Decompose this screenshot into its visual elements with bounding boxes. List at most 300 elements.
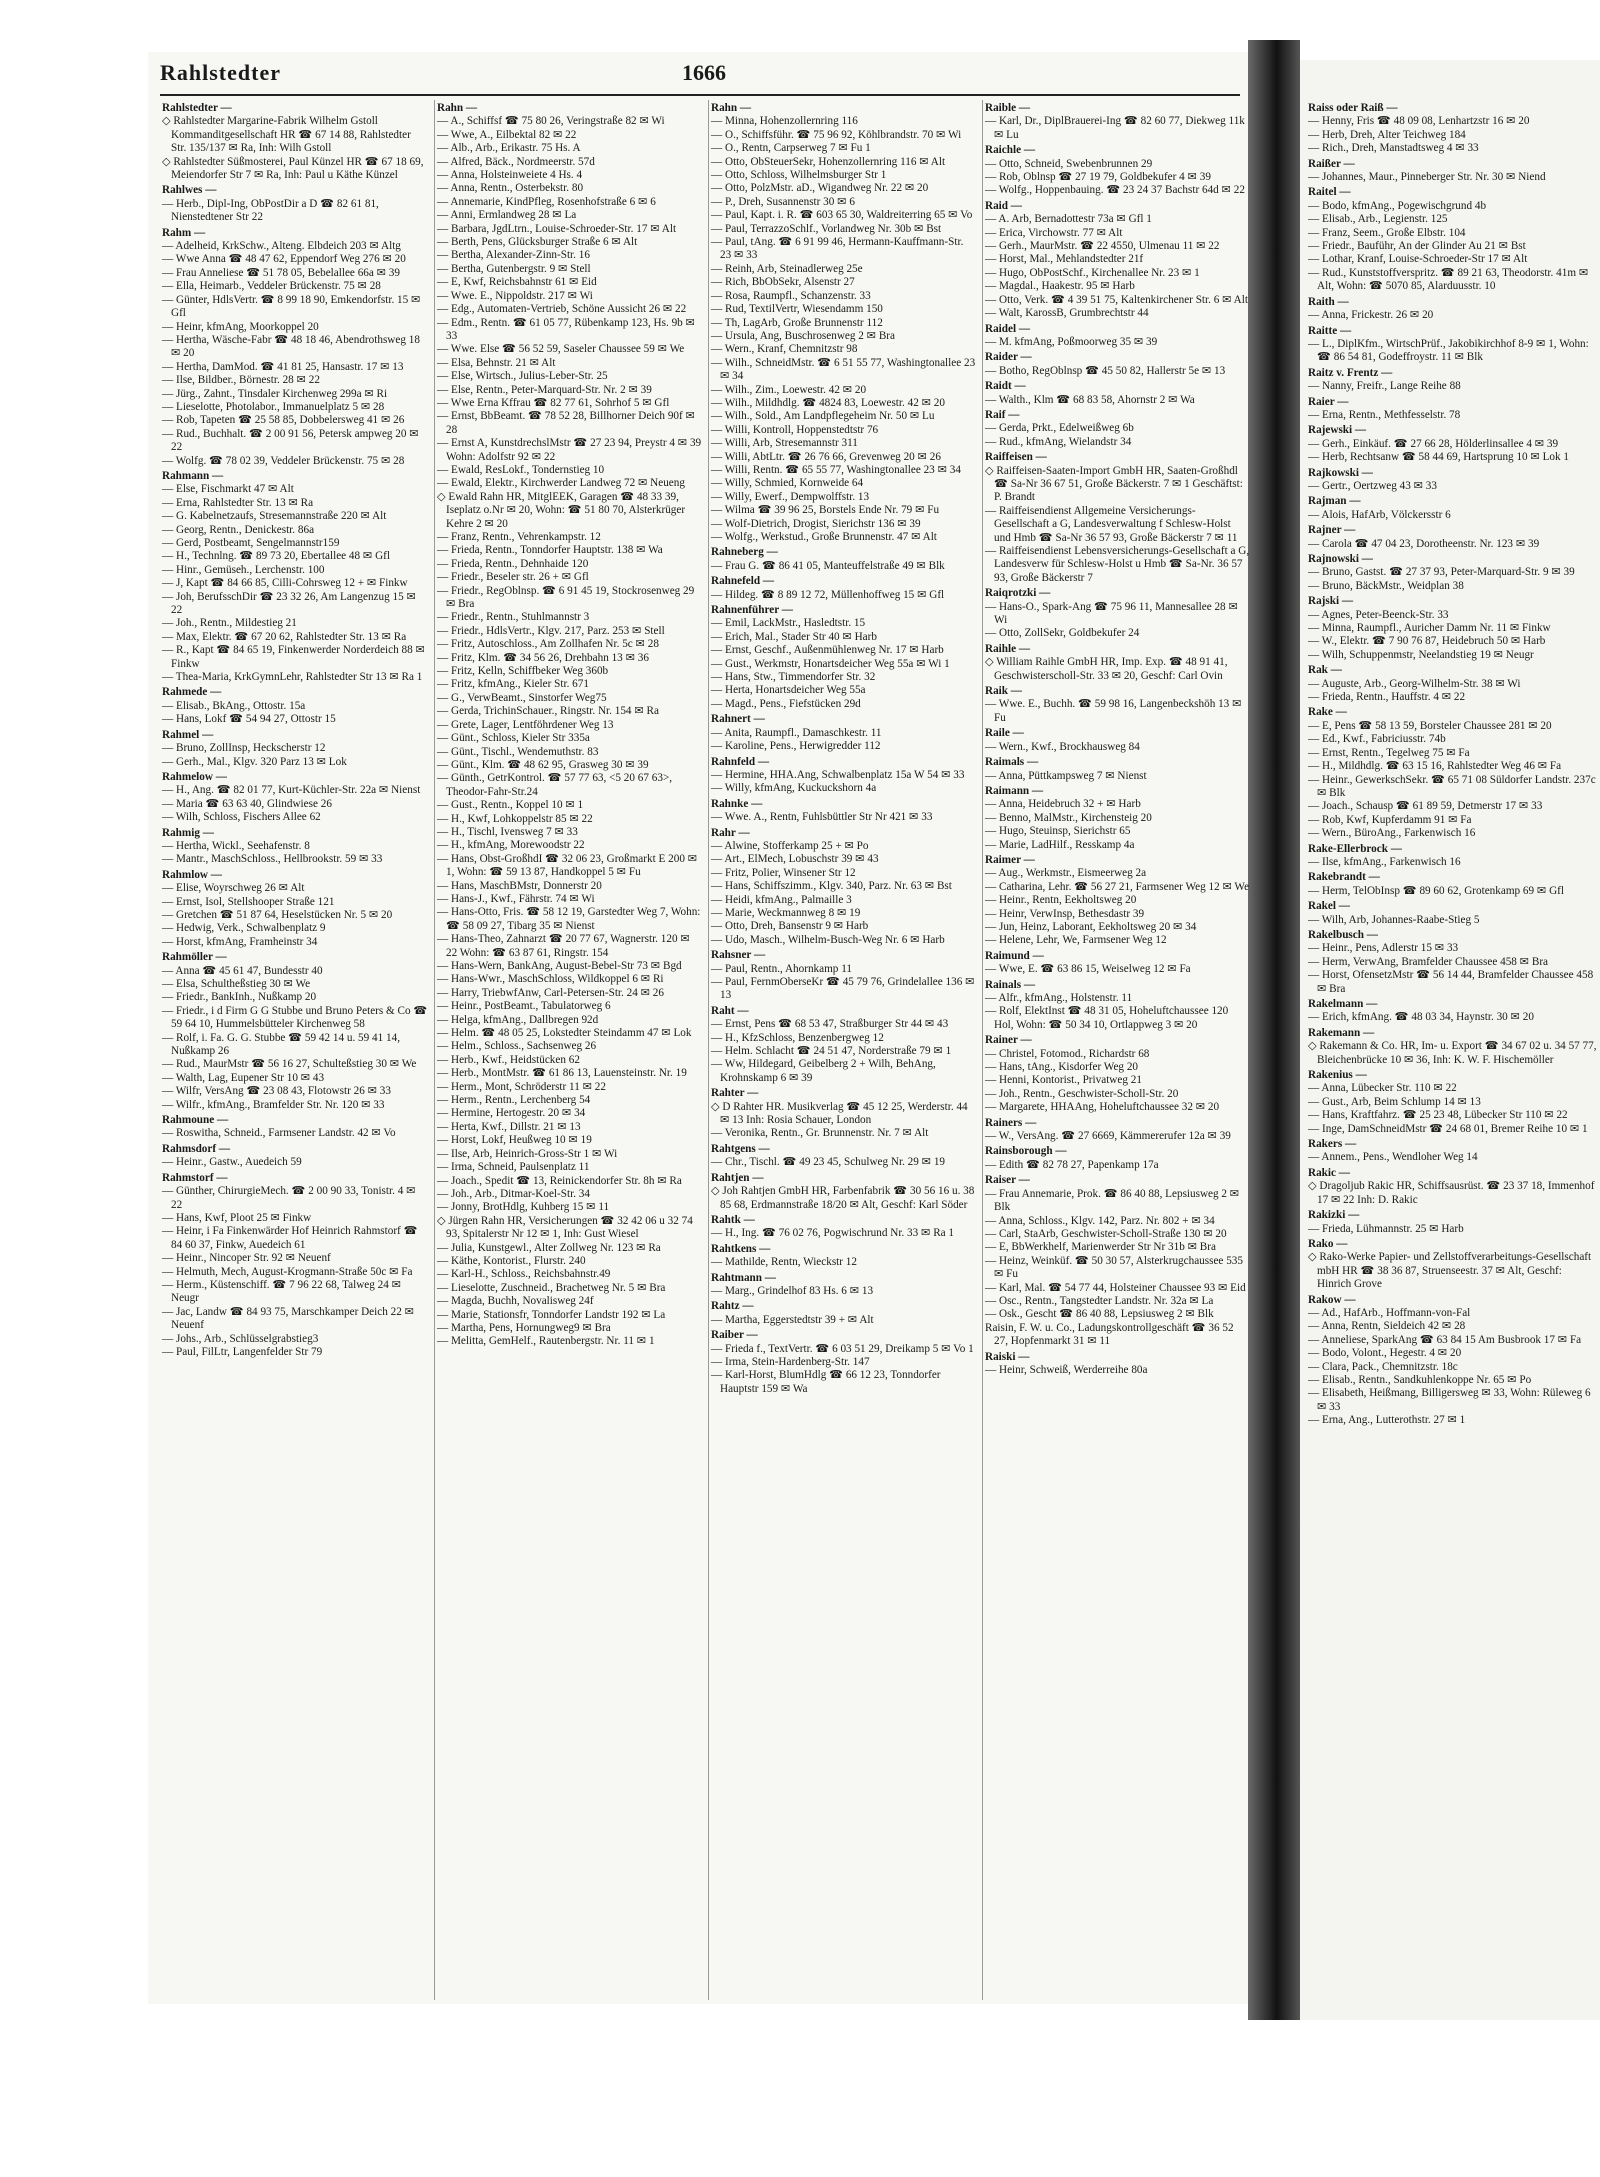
directory-entry: — Wwe. Else ☎ 56 52 59, Saseler Chaussee 59 ✉ We [437, 343, 685, 356]
directory-entry: — M. kfmAng, Poßmoorweg 35 ✉ 39 [985, 335, 1158, 348]
directory-entry: — Ewald, ResLokf., Tondernstieg 10 [437, 463, 605, 476]
directory-entry: — Clara, Pack., Chemnitzstr. 18c [1308, 1360, 1458, 1373]
directory-entry: — Joh, BerufsschDir ☎ 23 32 26, Am Langenzug 15 ✉ 22 [162, 590, 416, 617]
directory-entry: — Willi, Kontroll, Hoppenstedtstr 76 [711, 423, 879, 436]
directory-entry: — Günth., GetrKontrol. ☎ 57 77 63, <5 20 67 63>, Theodor-Fahr-Str.24 [437, 772, 673, 798]
directory-entry: — Friedr., HdlsVertr., Klgv. 217, Parz. 253 ✉ Stell [437, 624, 665, 637]
directory-entry: — H., kfmAng, Morewoodstr 22 [437, 839, 585, 852]
directory-entry: — Hans, Obst-GroßhdI ☎ 32 06 23, Großmarkt E 200 ✉ 1, Wohn: ☎ 59 13 87, Handkoppel 5 ✉ Fu [437, 852, 698, 879]
directory-entry: — Friedr., Beseler str. 26 + ✉ Gfl [437, 571, 589, 584]
directory-entry: — Hans-Otto, Fris. ☎ 58 12 19, Garstedter Weg 7, Wohn: ☎ 58 09 27, Tibarg 35 ✉ Nienst [437, 906, 701, 932]
directory-entry: — Franz, Seem., Große Elbstr. 104 [1308, 226, 1466, 239]
directory-entry: — Ilse, Bildber., Börnestr. 28 ✉ 22 [162, 374, 320, 387]
surname-heading: Raiffeisen — [985, 451, 1047, 464]
directory-entry: — W., VersAng. ☎ 27 6669, Kämmererufer 12a ✉ 39 [985, 1130, 1231, 1143]
surname-heading: Rainals — [985, 978, 1036, 991]
directory-entry: — Heidi, kfmAng., Palmaille 3 [711, 893, 852, 906]
directory-entry: — Gerh., Mal., Klgv. 320 Parz 13 ✉ Lok [162, 755, 347, 768]
surname-heading: Rak — [1308, 664, 1342, 677]
directory-entry: — Heinr., GewerkschSekr. ☎ 65 71 08 Süldorfer Landstr. 237c ✉ Blk [1308, 773, 1596, 799]
directory-entry: — Hans-Theo, Zahnarzt ☎ 20 77 67, Wagnerstr. 120 ✉ 22 Wohn: ☎ 63 87 61, Ringstr. 154 [437, 933, 690, 959]
directory-entry: — Grete, Lager, Lentföhrdener Weg 13 [437, 718, 614, 731]
directory-entry: — Wolfg., Werkstud., Große Brunnenstr. 47 ✉ Alt [711, 531, 937, 543]
surname-heading: Rahmöller — [162, 951, 227, 964]
directory-entry: — Martha, Eggerstedtstr 39 + ✉ Alt [711, 1313, 874, 1326]
column-1 [160, 100, 430, 2000]
surname-heading: Raht — [711, 1004, 749, 1017]
directory-entry: — Gerd, Postbeamt, Sengelmannstr159 [162, 537, 340, 549]
surname-heading: Rahnefeld — [711, 575, 775, 588]
directory-entry: — Minna, Hohenzollernring 116 [711, 115, 858, 128]
surname-heading: Raißer — [1308, 157, 1355, 170]
directory-entry: — Martha, Pens, Hornungweg9 ✉ Bra [437, 1321, 611, 1334]
surname-heading: Rakebrandt — [1308, 871, 1380, 884]
next-page-column [1308, 100, 1598, 2000]
directory-entry: — Wilfr., kfmAng., Bramfelder Str. Nr. 120 ✉ 33 [162, 1098, 385, 1111]
directory-entry: — Alwine, Stofferkamp 25 + ✉ Po [711, 839, 869, 852]
directory-entry: — Frau Annemarie, Prok. ☎ 86 40 88, Lepsiusweg 2 ✉ Blk [985, 1187, 1240, 1214]
directory-entry: — W., Elektr. ☎ 7 90 76 87, Heidebruch 50 ✉ Harb [1308, 635, 1546, 648]
directory-entry: — Herm., Küstenschiff. ☎ 7 96 22 68, Talweg 24 ✉ Neugr [162, 1278, 401, 1305]
directory-entry: — Karl-H., Schloss., Reichsbahnstr.49 [437, 1268, 611, 1281]
directory-entry: — Günt., Schloss, Kieler Str 335a [437, 732, 590, 745]
directory-entry: — Hertha, DamMod. ☎ 41 81 25, Hansastr. 17 ✉ 13 [162, 360, 404, 373]
surname-heading: Rahneberg — [711, 546, 778, 559]
directory-entry: — Wilh, Schloss, Fischers Allee 62 [162, 811, 321, 824]
directory-entry: — Joach., Spedit ☎ 13, Reinickendorfer Str. 8h ✉ Ra [437, 1174, 682, 1187]
directory-entry: — Wilh., Zim., Loewestr. 42 ✉ 20 [711, 383, 867, 396]
column-2 [434, 100, 704, 2000]
directory-entry: — Max, Elektr. ☎ 67 20 62, Rahlstedter Str. 13 ✉ Ra [162, 630, 407, 643]
surname-heading: Raitel — [1308, 186, 1351, 199]
directory-entry: — Georg, Rentn., Denickestr. 86a [162, 523, 315, 536]
directory-entry: — Anna, Frickestr. 26 ✉ 20 [1308, 309, 1434, 322]
directory-entry: — Walt, KarossB, Grumbrechtstr 44 [985, 307, 1149, 320]
directory-entry: — Elise, Woyrschweg 26 ✉ Alt [162, 882, 305, 895]
directory-entry: — Friedr., Rentn., Stuhlmannstr 3 [437, 611, 590, 624]
surname-heading: Rahmig — [162, 826, 214, 839]
directory-entry: — Annem., Pens., Wendloher Weg 14 [1308, 1151, 1478, 1164]
directory-entry: — H., Tischl, Ivensweg 7 ✉ 33 [437, 825, 578, 838]
directory-entry: — Rosa, Raumpfl., Schanzenstr. 33 [711, 289, 871, 302]
directory-entry: — Willy, Ewerf., Dempwolffstr. 13 [711, 490, 870, 503]
surname-heading: Raile — [985, 727, 1024, 740]
directory-entry: — Henny, Fris ☎ 48 09 08, Lenhartzstr 16 ✉ 20 [1308, 115, 1530, 128]
directory-entry: — Hans-J., Kwf., Fährstr. 74 ✉ Wi [437, 892, 595, 905]
directory-entry: — Johannes, Maur., Pinneberger Str. Nr. 30 ✉ Niend [1308, 171, 1546, 184]
directory-entry: ◇ William Raihle GmbH HR, Imp. Exp. ☎ 48 91 41, Geschwisterscholl-Str. 33 ✉ 20, Geschf: Carl Ovin [985, 656, 1228, 682]
surname-heading: Raik — [985, 685, 1022, 698]
directory-entry: — J, Kapt ☎ 84 66 85, Cilli-Cohrsweg 12 + ✉ Finkw [162, 577, 408, 590]
directory-entry: — Hinr., Gemüseh., Lerchenstr. 100 [162, 563, 325, 576]
directory-entry: — Jun, Heinz, Laborant, Eekholtsweg 20 ✉ 34 [985, 920, 1197, 933]
directory-entry: — Elisab., Rentn., Sandkuhlenkoppe Nr. 65 ✉ Po [1308, 1373, 1532, 1386]
directory-entry: — Wern., Kranf, Chemnitzstr 98 [711, 343, 858, 356]
directory-entry: — Heinr., Pens, Adlerstr 15 ✉ 33 [1308, 942, 1459, 955]
directory-entry: — Fritz, Kelln, Schiffbeker Weg 360b [437, 665, 609, 678]
directory-entry: — Willi, AbtLtr. ☎ 26 76 66, Grevenweg 20 ✉ 26 [711, 450, 941, 463]
directory-entry: — Bertha, Gutenbergstr. 9 ✉ Stell [437, 262, 591, 275]
directory-entry: — Johs., Arb., Schlüsselgrabstieg3 [162, 1332, 319, 1345]
surname-heading: Raif — [985, 408, 1020, 421]
surname-heading: Rajman — [1308, 495, 1361, 508]
directory-entry: — Walth, Lag, Eupener Str 10 ✉ 43 [162, 1071, 325, 1084]
surname-heading: Raihle — [985, 642, 1031, 655]
surname-heading: Rahnenführer — [711, 604, 793, 617]
directory-entry: — Karl-Horst, BlumHdlg ☎ 66 12 23, Tonndorfer Hauptstr 159 ✉ Wa [711, 1369, 941, 1395]
directory-entry: — Hans, Stw., Timmendorfer Str. 32 [711, 671, 876, 684]
directory-entry: — Botho, RegOblnsp ☎ 45 50 82, Hallerstr 5e ✉ 13 [985, 364, 1226, 377]
directory-entry: — Anna, Schloss., Klgv. 142, Parz. Nr. 802 + ✉ 34 [985, 1214, 1215, 1227]
directory-entry: — Art., ElMech, Lobuschstr 39 ✉ 43 [711, 853, 879, 866]
directory-entry: — Magd., Pens., Fiefstücken 29d [711, 697, 861, 710]
directory-entry: — Bodo, kfmAng., Pogewischgrund 4b [1308, 199, 1487, 212]
directory-entry: — Carola ☎ 47 04 23, Dorotheenstr. Nr. 123 ✉ 39 [1308, 537, 1540, 550]
surname-heading: Raimer — [985, 853, 1035, 866]
directory-entry: — Rud., kfmAng, Wielandstr 34 [985, 435, 1132, 448]
directory-entry: — Günter, HdlsVertr. ☎ 8 99 18 90, Emkendorfstr. 15 ✉ Gfl [162, 293, 421, 320]
directory-entry: — Maria ☎ 63 63 40, Glindwiese 26 [162, 797, 332, 810]
directory-entry: — Herm, VerwAng, Bramfelder Chaussee 458 ✉ Bra [1308, 955, 1549, 968]
directory-entry: — Raiffeisendienst Allgemeine Versicherungs-Gesellschaft a G, Landesverwaltung f Schlesw-Holst und Hmb ☎ Sa-Nr 36 57 93, Große Bäckerstr 7 ✉ 11 [985, 504, 1238, 544]
directory-entry: — Karl, Mal. ☎ 54 77 44, Holsteiner Chaussee 93 ✉ Eid [985, 1281, 1246, 1294]
directory-entry: — Franz, Rentn., Vehrenkampstr. 12 [437, 531, 601, 543]
directory-entry: — Paul, Kapt. i. R. ☎ 603 65 30, Waldreiterring 65 ✉ Vo [711, 209, 973, 222]
surname-heading: Rakers — [1308, 1138, 1357, 1151]
surname-heading: Rahtmann — [711, 1271, 776, 1284]
directory-entry: — Bruno, ZollInsp, Heckscherstr 12 [162, 742, 326, 755]
surname-heading: Rako — [1308, 1237, 1348, 1250]
directory-entry: — Rob, Oblnsp ☎ 27 19 79, Goldbekufer 4 ✉ 39 [985, 171, 1211, 184]
directory-entry: — H., Ing. ☎ 76 02 76, Pogwischrund Nr. 33 ✉ Ra 1 [711, 1227, 955, 1240]
directory-entry: — Elsa, Behnstr. 21 ✉ Alt [437, 356, 556, 369]
directory-entry: — Alois, HafArb, Völckersstr 6 [1308, 508, 1451, 521]
directory-entry: — Julia, Kunstgewl., Alter Zollweg Nr. 123 ✉ Ra [437, 1241, 661, 1254]
directory-entry: — Paul, FernmOberseKr ☎ 45 79 76, Grindelallee 136 ✉ 13 [711, 976, 975, 1002]
directory-entry: — Wwe. E., Buchh. ☎ 59 98 16, Langenbeckshöh 13 ✉ Fu [985, 698, 1242, 724]
directory-entry: — Friedr., RegOblnsp. ☎ 6 91 45 19, Stockrosenweg 29 ✉ Bra [437, 584, 695, 611]
directory-entry: — Marie, LadHilf., Resskamp 4a [985, 838, 1135, 851]
directory-entry: — Herta, Honartsdeicher Weg 55a [711, 684, 866, 697]
directory-entry: — Magdal., Haakestr. 95 ✉ Harb [985, 280, 1135, 293]
directory-entry: — Gerda, TrichinSchauer., Ringstr. Nr. 154 ✉ Ra [437, 705, 659, 718]
directory-entry: — Walth., Klm ☎ 68 83 58, Ahornstr 2 ✉ Wa [985, 393, 1195, 406]
directory-entry: — Rob, Kwf, Kupferdamm 91 ✉ Fa [1308, 813, 1472, 826]
directory-entry: ◇ Jürgen Rahn HR, Versicherungen ☎ 32 42 06 u 32 74 93, Spitalerstr Nr 12 ✉ 1, Inh: Gust Wiesel [437, 1214, 693, 1241]
directory-entry: — Else, Wirtsch., Julius-Leber-Str. 25 [437, 370, 608, 383]
directory-entry: — P., Dreh, Susannenstr 30 ✉ 6 [711, 195, 855, 208]
directory-entry: — A. Arb, Bernadottestr 73a ✉ Gfl 1 [985, 213, 1152, 226]
directory-entry: — Gerh., MaurMstr. ☎ 22 4550, Ulmenau 11 ✉ 22 [985, 240, 1220, 253]
directory-entry: — Erna, Rahlstedter Str. 13 ✉ Ra [162, 496, 314, 509]
surname-heading: Rake — [1308, 706, 1347, 719]
directory-entry: — Frieda f., TextVertr. ☎ 6 03 51 29, Dreikamp 5 ✉ Vo 1 [711, 1342, 974, 1355]
directory-entry: — Herm., Rentn., Lerchenberg 54 [437, 1094, 591, 1107]
directory-entry: — Günt., Tischl., Wendemuthstr. 83 [437, 745, 599, 758]
directory-entry: — Gust., Arb, Beim Schlump 14 ✉ 13 [1308, 1095, 1481, 1108]
directory-entry: — Hermine, HHA.Ang, Schwalbenplatz 15a W 54 ✉ 33 [711, 768, 965, 781]
surname-heading: Rahsner — [711, 949, 766, 962]
directory-entry: — Carl, StaArb, Geschwister-Scholl-Straße 130 ✉ 20 [985, 1227, 1227, 1240]
directory-entry: — Gerda, Prkt., Edelweißweg 6b [985, 422, 1134, 435]
directory-entry: — Paul, TerrazzoSchlf., Vorlandweg Nr. 30b ✉ Bst [711, 222, 942, 235]
directory-entry: — Hans, Lokf ☎ 54 94 27, Ottostr 15 [162, 713, 336, 726]
directory-entry: — Herb, Rechtsanw ☎ 58 44 69, Hartsprung 10 ✉ Lok 1 [1308, 451, 1570, 464]
surname-heading: Rahmel — [162, 728, 214, 741]
surname-heading: Raimann — [985, 784, 1044, 797]
surname-heading: Rainsborough — [985, 1145, 1067, 1158]
directory-entry: — Hugo, Steuinsp, Sierichstr 65 [985, 825, 1131, 838]
directory-entry: Raisin, F. W. u. Co., Ladungskontrollgeschäft ☎ 36 52 27, Hopfenmarkt 31 ✉ 11 [985, 1321, 1234, 1348]
directory-entry: — Wwe Erna Kffrau ☎ 82 77 61, Sohrhof 5 ✉ Gfl [437, 396, 670, 409]
directory-entry: — Rud., Kunststoffverspritz. ☎ 89 21 63, Theodorstr. 41m ✉ Alt, Wohn: ☎ 5070 85, Alarduusstr. 10 [1308, 266, 1589, 293]
directory-entry: ◇ Rahlstedter Margarine-Fabrik Wilhelm Gstoll Kommanditgesellschaft HR ☎ 67 14 88, Rahlstedter Str. 135/137 ✉ Ra, Inh: Wilh Gstoll [162, 115, 411, 155]
directory-entry: — Hans, Kraftfahrz. ☎ 25 23 48, Lübecker Str 110 ✉ 22 [1308, 1109, 1568, 1122]
directory-entry: — Heinr., Nincoper Str. 92 ✉ Neuenf [162, 1252, 331, 1265]
directory-entry: ◇ Rako-Werke Papier- und Zellstoffverarbeitungs-Gesellschaft mbH HR ☎ 38 36 87, Struenseestr. 37 ✉ Alt, Geschf: Hinrich Grove [1308, 1251, 1592, 1291]
directory-entry: ◇ Rahlstedter Süßmosterei, Paul Künzel HR ☎ 67 18 69, Meiendorfer Str 7 ✉ Ra, Inh: Paul u Käthe Künzel [162, 155, 424, 182]
directory-entry: — Edith ☎ 82 78 27, Papenkamp 17a [985, 1158, 1159, 1171]
directory-entry: — Rich., Dreh, Manstadtsweg 4 ✉ 33 [1308, 142, 1479, 155]
directory-entry: — E, BbWerkhelf, Marienwerder Str Nr 31b ✉ Bra [985, 1241, 1216, 1254]
surname-heading: Rainers — [985, 1116, 1037, 1129]
directory-entry: — Helm., Schloss., Sachsenweg 26 [437, 1040, 597, 1053]
directory-entry: — Otto, PolzMstr. aD., Wigandweg Nr. 22 ✉ 20 [711, 182, 929, 195]
directory-entry: — Frieda, Rentn., Hauffstr. 4 ✉ 22 [1308, 691, 1466, 704]
surname-heading: Rakow — [1308, 1293, 1356, 1306]
directory-entry: — Ernst, BbBeamt. ☎ 78 52 28, Billhorner Deich 90f ✉ 28 [437, 410, 695, 436]
directory-entry: — Mathilde, Rentn, Wieckstr 12 [711, 1256, 857, 1269]
book-spine [1248, 40, 1300, 2020]
directory-entry: — Anna, Rentn., Osterbekstr. 80 [437, 182, 584, 195]
directory-entry: — Bruno, Gastst. ☎ 27 37 93, Peter-Marquard-Str. 9 ✉ 39 [1308, 566, 1575, 579]
directory-entry: ◇ Dragoljub Rakic HR, Schiffsausrüst. ☎ 23 37 18, Immenhof 17 ✉ 22 Inh: D. Rakic [1308, 1180, 1595, 1206]
surname-heading: Rahnke — [711, 797, 763, 810]
directory-entry: — Irma, Schneid, Paulsenplatz 11 [437, 1161, 590, 1174]
directory-entry: — Wern., Kwf., Brockhausweg 84 [985, 740, 1140, 753]
directory-entry: — Günt., Klm. ☎ 48 62 95, Grasweg 30 ✉ 39 [437, 758, 649, 771]
directory-entry: — Erna, Rentn., Methfesselstr. 78 [1308, 408, 1461, 421]
directory-entry: — Herm, TelObInsp ☎ 89 60 62, Grotenkamp 69 ✉ Gfl [1308, 884, 1564, 897]
directory-entry: — Mantr., MaschSchloss., Hellbrookstr. 59 ✉ 33 [162, 853, 383, 866]
directory-entry: — Hans-O., Spark-Ang ☎ 75 96 11, Mannesallee 28 ✉ Wi [985, 600, 1238, 627]
directory-entry: — H., Technlng. ☎ 89 73 20, Ebertallee 48 ✉ Gfl [162, 550, 390, 563]
directory-entry: — Inge, DamSchneidMstr ☎ 24 68 01, Bremer Reihe 10 ✉ 1 [1308, 1122, 1588, 1135]
surname-heading: Raidt — [985, 380, 1026, 393]
directory-entry: — Hermine, Hertogestr. 20 ✉ 34 [437, 1107, 586, 1120]
directory-entry: — G., VerwBeamt., Sinstorfer Weg75 [437, 691, 607, 704]
directory-entry: — Roswitha, Schneid., Farmsener Landstr. 42 ✉ Vo [162, 1127, 396, 1140]
surname-heading: Rahmede — [162, 686, 222, 699]
directory-entry: — O., Schiffsführ. ☎ 75 96 92, Köhlbrandstr. 70 ✉ Wi [711, 128, 962, 141]
directory-entry: — Rich, BbObSekr, Alsenstr 27 [711, 276, 855, 289]
directory-entry: — Ilse, kfmAng., Farkenwisch 16 [1308, 855, 1461, 868]
directory-entry: — Ernst, Isol, Stellshooper Straße 121 [162, 895, 335, 908]
surname-heading: Rake-Ellerbrock — [1308, 842, 1402, 855]
directory-entry: — Wwe. E., Nippoldstr. 217 ✉ Wi [437, 289, 593, 302]
directory-entry: — Helga, kfmAng., Dallbregen 92d [437, 1013, 599, 1026]
directory-entry: — Bertha, Alexander-Zinn-Str. 16 [437, 249, 590, 262]
directory-entry: — Otto, Verk. ☎ 4 39 51 75, Kaltenkirchener Str. 6 ✉ Alt [985, 293, 1248, 306]
directory-entry: — E, Kwf, Reichsbahnstr 61 ✉ Eid [437, 276, 597, 289]
directory-entry: — Wwe, A., Eilbektal 82 ✉ 22 [437, 128, 577, 141]
directory-entry: — Anni, Ermlandweg 28 ✉ La [437, 209, 577, 222]
surname-heading: Rahn — [437, 102, 478, 114]
surname-heading: Rakic — [1308, 1166, 1350, 1179]
directory-entry: ◇ D Rahter HR. Musikverlag ☎ 45 12 25, Werderstr. 44 ✉ 13 Inh: Rosia Schauer, London [711, 1100, 968, 1127]
directory-entry: — Otto, ObSteuerSekr, Hohenzollernring 116 ✉ Alt [711, 155, 946, 168]
surname-heading: Rajkowski — [1308, 466, 1373, 479]
directory-entry: — Magda, Buchh, Novalisweg 24f [437, 1295, 594, 1308]
directory-entry: — H., Mildhdlg. ☎ 63 15 16, Rahlstedter Weg 46 ✉ Fa [1308, 760, 1562, 773]
surname-heading: Rajewski — [1308, 424, 1367, 437]
directory-entry: — Anna, Püttkampsweg 7 ✉ Nienst [985, 769, 1147, 782]
directory-entry: — Bodo, Volont., Hegestr. 4 ✉ 20 [1308, 1347, 1462, 1360]
directory-entry: — Irma, Stein-Hardenberg-Str. 147 [711, 1355, 870, 1368]
directory-entry: — Rud, TextilVertr, Wiesendamm 150 [711, 303, 883, 316]
directory-entry: — Wern., BüroAng., Farkenwisch 16 [1308, 827, 1476, 840]
directory-entry: — Fritz, Klm. ☎ 34 56 26, Drehbahn 13 ✉ 36 [437, 651, 649, 664]
surname-heading: Rahtjen — [711, 1171, 764, 1184]
directory-entry: — Erich, Mal., Stader Str 40 ✉ Harb [711, 630, 877, 643]
directory-entry: — Anna, Rentn, Sieldeich 42 ✉ 28 [1308, 1320, 1466, 1333]
directory-entry: — Elsa, Schultheßstieg 30 ✉ We [162, 978, 311, 990]
directory-entry: — Wilh., SchneidMstr. ☎ 6 51 55 77, Washingtonallee 23 ✉ 34 [711, 356, 976, 383]
directory-entry: — Joh., Rentn., Geschwister-Scholl-Str. 20 [985, 1087, 1179, 1100]
directory-entry: — Gust., Rentn., Koppel 10 ✉ 1 [437, 799, 584, 812]
directory-entry: — Anna, Heidebruch 32 + ✉ Harb [985, 798, 1141, 811]
directory-entry: — Helmuth, Mech, August-Krogmann-Straße 50c ✉ Fa [162, 1265, 413, 1278]
directory-entry: — Nanny, Freifr., Lange Reihe 88 [1308, 380, 1461, 393]
directory-entry: — Rolf, ElektInst ☎ 48 31 05, Hoheluftchaussee 120 Hol, Wohn: ☎ 50 34 10, Ortlappweg 3 ✉ 20 [985, 1005, 1229, 1031]
directory-entry: — Ilse, Arb, Heinrich-Gross-Str 1 ✉ Wi [437, 1147, 618, 1160]
directory-entry: — Ernst, Pens ☎ 68 53 47, Straßburger Str 44 ✉ 43 [711, 1018, 949, 1031]
surname-heading: Rahmstorf — [162, 1171, 228, 1184]
directory-entry: — Heinz, Weinküf. ☎ 50 30 57, Alsterkrugchaussee 535 ✉ Fu [985, 1254, 1243, 1281]
directory-entry: — H., Ang. ☎ 82 01 77, Kurt-Küchler-Str. 22a ✉ Nienst [162, 784, 421, 797]
surname-heading: Raith — [1308, 295, 1349, 308]
directory-entry: — Ursula, Ang, Buschrosenweg 2 ✉ Bra [711, 329, 895, 342]
directory-entry: — Hans, Schiffszimm., Klgv. 340, Parz. Nr. 63 ✉ Bst [711, 880, 952, 893]
directory-entry: — Heinr, VerwInsp, Bethesdastr 39 [985, 907, 1145, 920]
surname-heading: Rahn — [711, 102, 752, 114]
page-number: 1666 [682, 60, 726, 85]
directory-entry: — Ww, Hildegard, Geibelberg 2 + Wilh, BehAng, Krohnskamp 6 ✉ 39 [711, 1058, 936, 1084]
surname-heading: Rakelbusch — [1308, 928, 1378, 941]
directory-entry: — Hertha, Wickl., Seehafenstr. 8 [162, 839, 310, 852]
directory-entry: — E, Pens ☎ 58 13 59, Borsteler Chaussee 281 ✉ 20 [1308, 719, 1552, 732]
directory-entry: — Udo, Masch., Wilhelm-Busch-Weg Nr. 6 ✉ Harb [711, 933, 945, 946]
column-3 [708, 100, 978, 2000]
surname-heading: Raible — [985, 102, 1031, 114]
directory-entry: — Horst, Mal., Mehlandstedter 21f [985, 253, 1144, 266]
directory-entry: — Hertha, Wäsche-Fabr ☎ 48 18 46, Abendrothsweg 18 ✉ 20 [162, 333, 420, 360]
directory-entry: — Jac, Landw ☎ 84 93 75, Marschkamper Deich 22 ✉ Neuenf [162, 1305, 414, 1332]
directory-entry: — Helm. ☎ 48 05 25, Lokstedter Steindamm 47 ✉ Lok [437, 1027, 692, 1040]
directory-entry: — Herb., Kwf., Heidstücken 62 [437, 1053, 580, 1066]
directory-entry: ◇ Raiffeisen-Saaten-Import GmbH HR, Saaten-Großhdl ☎ Sa-Nr 36 67 51, Große Bäckerstr. 7 ✉ 1 Geschäftst: P. Brandt [985, 464, 1243, 504]
directory-entry: — Raiffeisendienst Lebensversicherungs-Gesellschaft a G, Landesverw für Schlesw-Holst u Hmb ☎ Sa-Nr. 36 57 93, Große Bäckerstr 7 [985, 545, 1250, 584]
surname-heading: Rajnowski — [1308, 553, 1373, 565]
directory-entry: — Catharina, Lehr. ☎ 56 27 21, Farmsener Weg 12 ✉ We [985, 880, 1250, 893]
directory-entry: — Herm., Mont, Schröderstr 11 ✉ 22 [437, 1080, 606, 1093]
surname-heading: Raier — [1308, 395, 1349, 408]
directory-entry: — Frieda, Lühmannstr. 25 ✉ Harb [1308, 1222, 1464, 1235]
directory-entry: — Paul, FilLtr, Langenfelder Str 79 [162, 1345, 323, 1358]
directory-entry: — Heinr., Rentn, Eekholtsweg 20 [985, 894, 1137, 907]
directory-entry: — Heinr, Schweiß, Werderreihe 80a [985, 1363, 1148, 1376]
page-header [160, 58, 1240, 96]
directory-entry: — Heinr, i Fa Finkenwärder Hof Heinrich Rahmstorf ☎ 84 60 37, Finkw, Auedeich 61 [162, 1225, 418, 1251]
directory-entry: — Wwe, E. ☎ 63 86 15, Weiselweg 12 ✉ Fa [985, 963, 1191, 976]
directory-entry: — Ad., HafArb., Hoffmann-von-Fal [1308, 1306, 1471, 1319]
directory-entry: — Erich, kfmAng. ☎ 48 03 34, Haynstr. 30 ✉ 20 [1308, 1011, 1534, 1024]
directory-entry: — Paul, tAng. ☎ 6 91 99 46, Hermann-Kauffmann-Str. 23 ✉ 33 [711, 236, 964, 262]
surname-heading: Rahlstedter — [162, 102, 232, 114]
directory-entry: — Reinh, Arb, Steinadlerweg 25e [711, 262, 863, 275]
directory-entry: — Hildeg. ☎ 8 89 12 72, Müllenhoffweg 15 ✉ Gfl [711, 588, 945, 601]
directory-entry: — A., Schiffsf ☎ 75 80 26, Veringstraße 82 ✉ Wi [437, 115, 665, 128]
directory-entry: — Ernst, Rentn., Tegelweg 75 ✉ Fa [1308, 746, 1470, 759]
surname-heading: Raitz v. Frentz — [1308, 366, 1393, 379]
surname-heading: Rahmsdorf — [162, 1142, 231, 1155]
surname-heading: Rahter — [711, 1087, 759, 1100]
directory-entry: — Ernst A, KunstdrechslMstr ☎ 27 23 94, Preystr 4 ✉ 39 Wohn: Adolfstr 92 ✉ 22 [437, 437, 702, 463]
directory-entry: — Wolfg. ☎ 78 02 39, Veddeler Brückenstr. 75 ✉ 28 [162, 454, 405, 467]
directory-entry: — Elisab., BkAng., Ottostr. 15a [162, 699, 306, 712]
directory-entry: — Herb., Dipl-Ing, ObPostDir a D ☎ 82 61 81, Nienstedtener Str 22 [162, 197, 379, 224]
directory-entry: — Rud., MaurMstr ☎ 56 16 27, Schulteßstieg 30 ✉ We [162, 1058, 417, 1071]
directory-entry: — Edg., Automaten-Vertrieb, Schöne Aussicht 26 ✉ 22 [437, 303, 687, 316]
directory-entry: — Horst, Lokf, Heußweg 10 ✉ 19 [437, 1134, 592, 1147]
directory-entry: — Heinr., Gastw., Auedeich 59 [162, 1156, 302, 1169]
directory-entry: — Bruno, BäckMstr., Weidplan 38 [1308, 579, 1464, 592]
surname-heading: Rahmlow — [162, 868, 222, 881]
directory-entry: — G. Kabelnetzaufs, Stresemannstraße 220 ✉ Alt [162, 510, 387, 523]
directory-entry: — Barbara, JgdLtrn., Louise-Schroeder-Str. 17 ✉ Alt [437, 222, 677, 235]
directory-entry: — Fritz, kfmAng., Kieler Str. 671 [437, 678, 589, 691]
directory-entry: — Helm. Schlacht ☎ 24 51 47, Norderstraße 79 ✉ 1 [711, 1045, 952, 1058]
directory-entry: — H., KfzSchloss, Benzenbergweg 12 [711, 1031, 884, 1044]
surname-heading: Raitte — [1308, 324, 1352, 337]
directory-entry: — Willy, kfmAng, Kuckuckshorn 4a [711, 782, 877, 795]
directory-entry: — Hans, MaschBMstr, Donnerstr 20 [437, 879, 602, 892]
surname-heading: Rahtgens — [711, 1142, 770, 1155]
directory-entry: — Paul, Rentn., Ahornkamp 11 [711, 962, 852, 975]
directory-entry: — Christel, Fotomod., Richardstr 68 [985, 1047, 1150, 1060]
directory-entry: — Alfred, Bäck., Nordmeerstr. 57d [437, 155, 595, 168]
directory-entry: — Helene, Lehr, We, Farmsener Weg 12 [985, 934, 1167, 947]
directory-entry: — Wilh., Mildhdlg. ☎ 4824 83, Loewestr. 42 ✉ 20 [711, 396, 945, 409]
surname-heading: Rahlwes — [162, 184, 217, 197]
surname-heading: Rahtkens — [711, 1242, 771, 1255]
directory-entry: — Melitta, GemHelf., Rautenbergstr. Nr. 11 ✉ 1 [437, 1335, 655, 1348]
directory-entry: — Herb, Dreh, Alter Teichweg 184 [1308, 128, 1466, 141]
directory-entry: — Adelheid, KrkSchw., Alteng. Elbdeich 203 ✉ Altg [162, 240, 401, 253]
directory-entry: — Margarete, HHAAng, Hoheluftchaussee 32 ✉ 20 [985, 1101, 1220, 1114]
directory-entry: — Erica, Virchowstr. 77 ✉ Alt [985, 226, 1123, 239]
directory-entry: — Aug., Werkmstr., Eismeerweg 2a [985, 867, 1147, 880]
directory-entry: — Frieda, Rentn., Dehnhaide 120 [437, 557, 589, 570]
directory-entry: — Wilfr, VersAng ☎ 23 08 43, Flotowstr 26 ✉ 33 [162, 1085, 391, 1098]
directory-entry: — Lothar, Kranf, Louise-Schroeder-Str 17 ✉ Alt [1308, 253, 1528, 266]
directory-columns [160, 100, 1252, 2000]
directory-entry: — Ella, Heimarb., Veddeler Brückenstr. 75 ✉ 28 [162, 280, 381, 293]
directory-entry: — Marie, Weckmannweg 8 ✉ 19 [711, 906, 861, 919]
directory-entry: — Frieda, Rentn., Tonndorfer Hauptstr. 138 ✉ Wa [437, 544, 663, 557]
directory-entry: — Jonny, BrotHdlg, Kuhberg 15 ✉ 11 [437, 1201, 610, 1214]
directory-entry: — Willy, Schmied, Kornweide 64 [711, 477, 864, 490]
